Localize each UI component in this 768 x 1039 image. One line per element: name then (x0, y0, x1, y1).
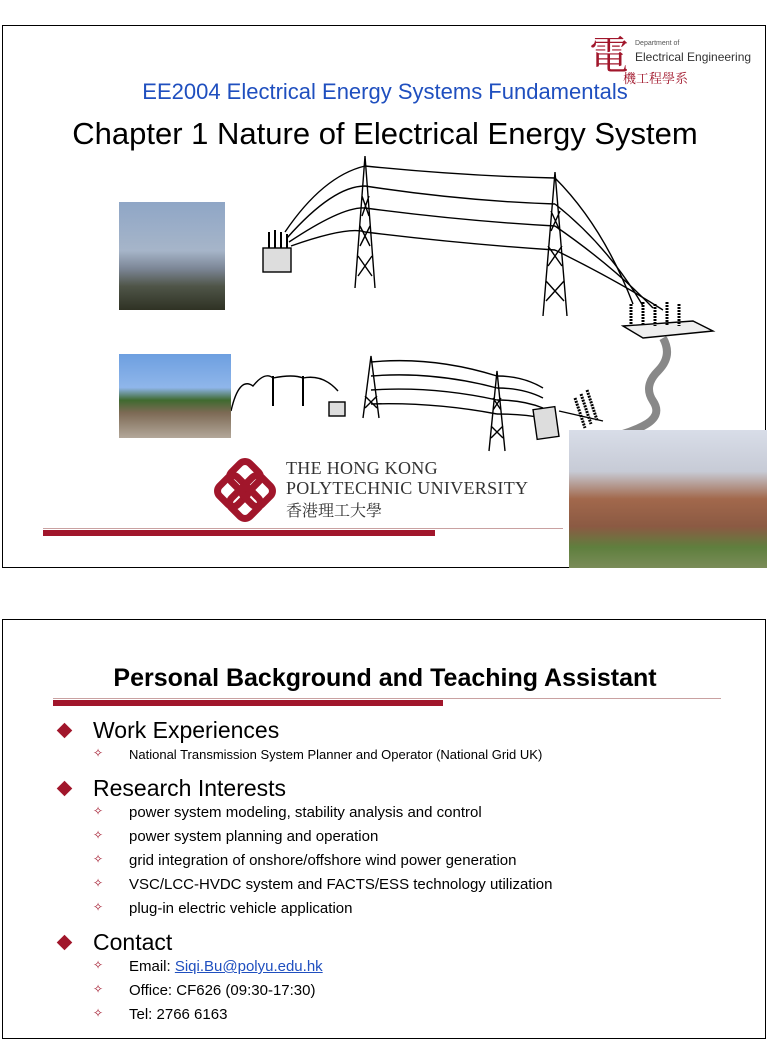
university-name-chinese: 香港理工大學 (286, 503, 383, 520)
section-heading (55, 716, 755, 744)
list-item (55, 898, 755, 922)
list-item-text: plug-in electric vehicle application (129, 900, 353, 917)
course-title: EE2004 Electrical Energy Systems Fundamentals (142, 79, 628, 104)
list-item-text: grid integration of onshore/offshore wind power generation (129, 852, 517, 869)
department-logo-chinese: 機工程學系 (623, 71, 689, 86)
sparkle-bullet-icon: ✧ (93, 828, 104, 842)
email-link[interactable]: Siqi.Bu@polyu.edu.hk (174, 958, 323, 975)
power-plant-photo (119, 202, 225, 310)
email-label: Email: (129, 958, 175, 975)
list-item-text: VSC/LCC-HVDC system and FACTS/ESS technology utilization (129, 876, 553, 893)
contact-tel (55, 1004, 755, 1028)
section-heading-text: Research Interests (93, 775, 287, 801)
list-item (55, 802, 755, 826)
sparkle-bullet-icon: ✧ (93, 746, 104, 760)
office-text: Office: CF626 (09:30-17:30) (129, 982, 316, 999)
sparkle-bullet-icon: ✧ (93, 852, 104, 866)
university-logo (214, 456, 554, 526)
transmission-tower-1 (355, 156, 375, 288)
background-slide (2, 619, 766, 1039)
transmission-tower-2 (543, 172, 567, 316)
slide-title-divider-bar (53, 700, 443, 706)
campus-photo (569, 430, 767, 568)
diamond-bullet-icon (57, 723, 73, 739)
list-item (55, 850, 755, 874)
sparkle-bullet-icon: ✧ (93, 876, 104, 890)
bullet-list (55, 712, 755, 1028)
generator-transformer (263, 248, 291, 272)
contact-office (55, 980, 755, 1004)
section-heading-text: Contact (93, 929, 173, 955)
contact-email (55, 956, 755, 980)
department-logo-name: Electrical Engineering (635, 50, 752, 64)
tel-text: Tel: 2766 6163 (129, 1006, 228, 1023)
list-item-text: National Transmission System Planner and Operator (National Grid UK) (129, 747, 543, 762)
list-item (55, 874, 755, 898)
title-slide (2, 25, 766, 568)
house-photo (119, 354, 231, 438)
list-item-text: power system planning and operation (129, 828, 379, 845)
sparkle-bullet-icon: ✧ (93, 1006, 104, 1020)
university-emblem-icon (214, 458, 278, 522)
section-heading (55, 774, 755, 802)
chapter-title: Chapter 1 Nature of Electrical Energy System (72, 116, 698, 151)
sparkle-bullet-icon: ✧ (93, 900, 104, 914)
university-name-line1: THE HONG KONG (286, 458, 438, 478)
diamond-bullet-icon (57, 935, 73, 951)
slide-title-divider-line (53, 698, 721, 699)
section-heading-text: Work Experiences (93, 717, 280, 743)
list-item (55, 744, 755, 768)
title-divider-bar (43, 530, 435, 536)
sparkle-bullet-icon: ✧ (93, 804, 104, 818)
sparkle-bullet-icon: ✧ (93, 982, 104, 996)
section-heading (55, 928, 755, 956)
department-logo-small: Department of (635, 40, 680, 47)
sparkle-bullet-icon: ✧ (93, 958, 104, 972)
diamond-bullet-icon (57, 781, 73, 797)
title-divider-line (43, 528, 563, 529)
university-name-english (286, 458, 528, 498)
list-item (55, 826, 755, 850)
university-name-line2: POLYTECHNIC UNIVERSITY (286, 478, 529, 498)
department-logo-glyph: 電 (589, 33, 629, 79)
slide-title: Personal Background and Teaching Assistant (113, 664, 657, 692)
list-item-text: power system modeling, stability analysis and control (129, 804, 482, 821)
